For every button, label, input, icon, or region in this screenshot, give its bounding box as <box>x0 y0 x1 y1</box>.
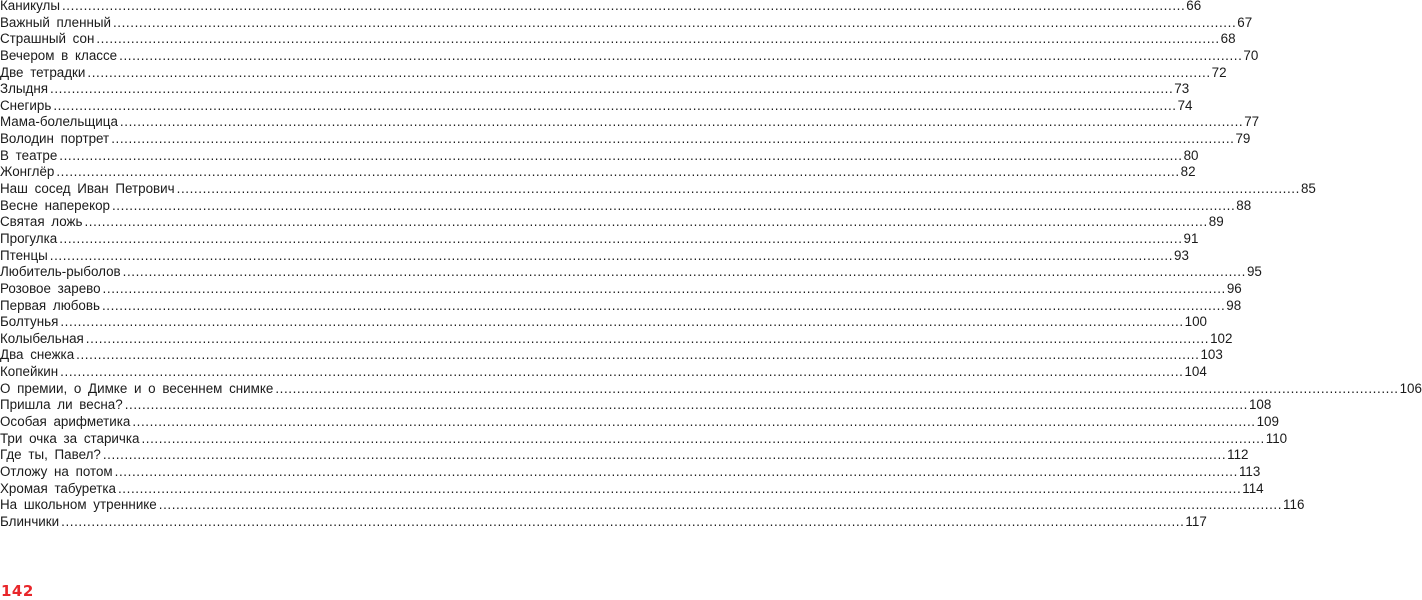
toc-entry-title: Вечером в классе <box>0 47 118 63</box>
toc-entry-page: 66 <box>1186 0 1202 13</box>
toc-dot-leader: .................................................................................................................................................................................................................................................................... <box>275 380 1399 396</box>
toc-entry-page: 98 <box>1226 297 1242 313</box>
toc-entry-title: Копейкин <box>0 364 59 380</box>
toc-entry-title: Жонглёр <box>0 164 55 180</box>
toc-entry <box>0 230 1199 248</box>
toc-entry-page: 93 <box>1174 247 1189 263</box>
toc-entry <box>0 264 1262 281</box>
toc-entry-title: Три очка за старичка <box>0 430 140 446</box>
toc-dot-leader: .................................................................................................................................................................................................................................................................... <box>60 314 1184 330</box>
toc-entry-page: 116 <box>1283 497 1305 513</box>
toc-entry-page: 100 <box>1184 314 1207 330</box>
toc-entry <box>0 347 1223 364</box>
toc-entry-page: 106 <box>1399 380 1422 396</box>
toc-entry <box>0 497 1305 514</box>
toc-entry <box>0 197 1252 215</box>
toc-entry-page: 77 <box>1244 114 1260 130</box>
toc-entry-title: Мама-болельщица <box>0 114 118 130</box>
toc-dot-leader: .................................................................................................................................................................................................................................................................... <box>176 181 1300 197</box>
toc-dot-leader: .................................................................................................................................................................................................................................................................... <box>141 430 1265 446</box>
toc-entry-title: О премии, о Димке и о весеннем снимке <box>0 380 274 396</box>
toc-entry-title: Святая ложь <box>0 214 83 230</box>
toc-entry <box>0 414 1279 431</box>
toc-entry-title: На школьном утреннике <box>0 497 157 513</box>
toc-entry-title: Володин портрет <box>0 131 110 147</box>
toc-entry <box>0 81 1190 98</box>
toc-entry <box>0 463 1261 481</box>
toc-entry <box>0 0 1202 15</box>
toc-entry-page: 112 <box>1227 447 1249 463</box>
toc-entry-page: 80 <box>1183 147 1199 163</box>
toc-dot-leader: .................................................................................................................................................................................................................................................................... <box>114 463 1238 479</box>
toc-entry <box>0 14 1253 32</box>
toc-entry-title: Первая любовь <box>0 297 100 313</box>
toc-entry-page: 74 <box>1177 97 1193 113</box>
toc-entry-page: 103 <box>1200 347 1223 363</box>
toc-dot-leader: .................................................................................................................................................................................................................................................................... <box>61 0 1186 13</box>
toc-entry <box>0 364 1207 381</box>
toc-dot-leader: .................................................................................................................................................................................................................................................................... <box>84 214 1208 230</box>
toc-entry-title: Блинчики <box>0 513 60 529</box>
toc-dot-leader: .................................................................................................................................................................................................................................................................... <box>59 230 1183 246</box>
toc-entry <box>0 47 1259 65</box>
page-number: 142 <box>1 582 34 600</box>
toc-entry <box>0 430 1288 448</box>
toc-dot-leader: .................................................................................................................................................................................................................................................................... <box>56 164 1180 180</box>
toc-dot-leader: .................................................................................................................................................................................................................................................................... <box>111 131 1235 147</box>
toc-entry-page: 109 <box>1256 414 1279 430</box>
toc-entry-title: Два снежка <box>0 347 75 363</box>
toc-entry <box>0 64 1227 82</box>
toc-dot-leader: .................................................................................................................................................................................................................................................................... <box>111 197 1236 213</box>
toc-dot-leader: .................................................................................................................................................................................................................................................................... <box>85 330 1210 346</box>
toc-entry <box>0 330 1233 348</box>
toc-entry-page: 110 <box>1265 430 1288 446</box>
toc-dot-leader: .................................................................................................................................................................................................................................................................... <box>102 280 1226 296</box>
toc-dot-leader: .................................................................................................................................................................................................................................................................... <box>87 64 1211 80</box>
toc-dot-leader: .................................................................................................................................................................................................................................................................... <box>60 364 1184 380</box>
toc-entry <box>0 280 1242 298</box>
toc-entry-page: 72 <box>1211 64 1227 80</box>
toc-entry-title: Любитель-рыболов <box>0 264 121 280</box>
toc-entry-page: 70 <box>1243 47 1259 63</box>
toc-entry-title: Отложу на потом <box>0 463 113 479</box>
toc-dot-leader: .................................................................................................................................................................................................................................................................... <box>158 497 1283 513</box>
toc-entry-title: Прогулка <box>0 230 58 246</box>
toc-dot-leader: .................................................................................................................................................................................................................................................................... <box>49 247 1174 263</box>
toc-entry <box>0 181 1316 198</box>
toc-dot-leader: .................................................................................................................................................................................................................................................................... <box>132 414 1256 430</box>
toc-dot-leader: .................................................................................................................................................................................................................................................................... <box>119 114 1244 130</box>
toc-dot-leader: .................................................................................................................................................................................................................................................................... <box>61 513 1185 529</box>
toc-entry-page: 96 <box>1226 280 1242 296</box>
toc-entry-title: Злыдня <box>0 81 48 97</box>
toc-entry-page: 114 <box>1242 480 1264 496</box>
toc-dot-leader: .................................................................................................................................................................................................................................................................... <box>124 397 1248 413</box>
toc-entry <box>0 297 1242 315</box>
toc-entry-page: 104 <box>1184 364 1207 380</box>
toc-entry-title: Розовое зарево <box>0 280 101 296</box>
toc-entry-title: Птенцы <box>0 247 48 263</box>
toc-entry-title: Наш сосед Иван Петрович <box>0 181 175 197</box>
toc-entry-page: 85 <box>1300 181 1316 197</box>
toc-entry-page: 89 <box>1208 214 1224 230</box>
toc-entry-title: Весне наперекор <box>0 197 110 213</box>
toc-entry-page: 113 <box>1238 463 1261 479</box>
toc-entry-page: 91 <box>1183 230 1199 246</box>
toc-entry <box>0 97 1193 115</box>
toc-entry <box>0 147 1199 165</box>
toc-dot-leader: .................................................................................................................................................................................................................................................................... <box>59 147 1183 163</box>
toc-entry <box>0 114 1260 131</box>
toc-entry-page: 82 <box>1180 164 1196 180</box>
toc-entry <box>0 214 1224 231</box>
toc-entry <box>0 164 1196 181</box>
toc-entry-page: 79 <box>1235 131 1251 147</box>
toc-dot-leader: .................................................................................................................................................................................................................................................................... <box>53 97 1177 113</box>
toc-entry-title: В театре <box>0 147 58 163</box>
toc-entry-title: Пришла ли весна? <box>0 397 123 413</box>
toc-entry-title: Каникулы <box>0 0 60 13</box>
toc-entry-title: Где ты, Павел? <box>0 447 101 463</box>
toc-dot-leader: .................................................................................................................................................................................................................................................................... <box>119 47 1243 63</box>
toc-dot-leader: .................................................................................................................................................................................................................................................................... <box>122 264 1246 280</box>
toc-entry <box>0 31 1236 48</box>
toc-entry-page: 108 <box>1248 397 1272 413</box>
toc-entry <box>0 380 1422 398</box>
toc-entry-title: Две тетрадки <box>0 64 86 80</box>
toc-entry-title: Снегирь <box>0 97 52 113</box>
toc-dot-leader: .................................................................................................................................................................................................................................................................... <box>50 81 1174 97</box>
toc-entry-title: Колыбельная <box>0 330 84 346</box>
toc-entry <box>0 247 1189 265</box>
toc-dot-leader: .................................................................................................................................................................................................................................................................... <box>76 347 1200 363</box>
toc-entry <box>0 397 1272 414</box>
toc-dot-leader: .................................................................................................................................................................................................................................................................... <box>112 14 1237 30</box>
toc-entry-page: 67 <box>1237 14 1253 30</box>
toc-entry <box>0 480 1264 498</box>
toc-entry <box>0 447 1249 464</box>
toc-dot-leader: .................................................................................................................................................................................................................................................................... <box>117 480 1242 496</box>
toc-entry-page: 88 <box>1236 197 1252 213</box>
toc-entry-page: 68 <box>1220 31 1236 47</box>
toc-entry-title: Особая арифметика <box>0 414 131 430</box>
toc-entry-page: 102 <box>1210 330 1233 346</box>
toc-entry-page: 95 <box>1246 264 1262 280</box>
toc-entry-title: Страшный сон <box>0 31 95 47</box>
toc-entry-page: 117 <box>1185 513 1207 529</box>
toc-entry-title: Болтунья <box>0 314 59 330</box>
toc-dot-leader: .................................................................................................................................................................................................................................................................... <box>102 447 1227 463</box>
toc-entry <box>0 131 1251 148</box>
toc-dot-leader: .................................................................................................................................................................................................................................................................... <box>101 297 1226 313</box>
toc-dot-leader: .................................................................................................................................................................................................................................................................... <box>96 31 1220 47</box>
toc-entry <box>0 513 1207 531</box>
toc-entry-page: 73 <box>1174 81 1190 97</box>
toc-entry-title: Хромая табуретка <box>0 480 116 496</box>
toc-entry-title: Важный пленный <box>0 14 111 30</box>
toc-entry <box>0 314 1207 331</box>
